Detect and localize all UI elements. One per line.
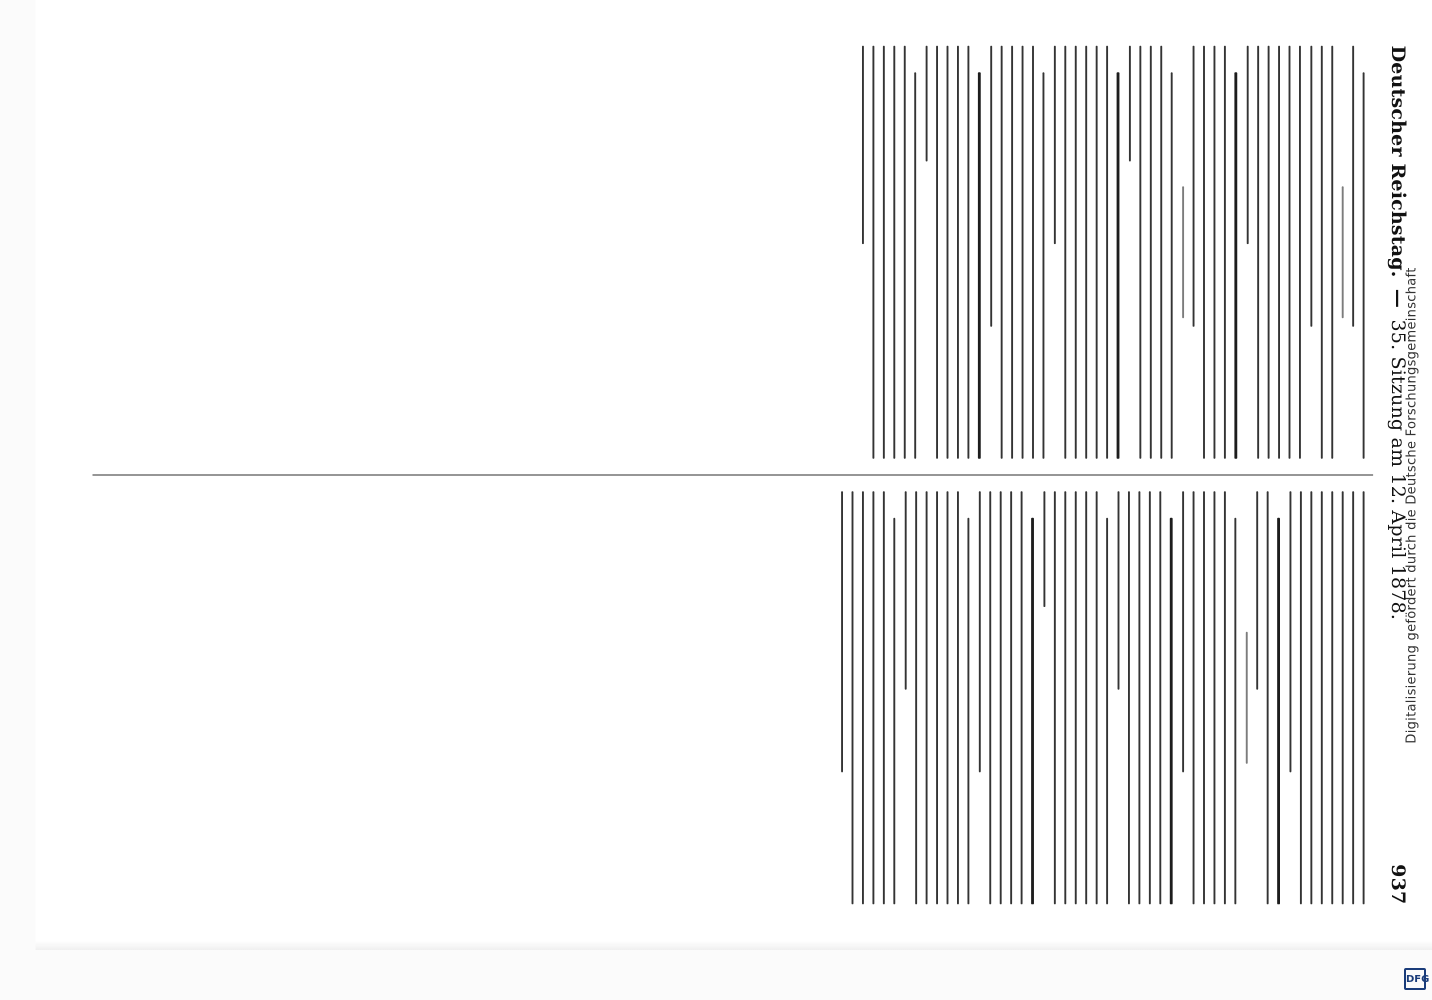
header-title-wrap [1387,46,1410,620]
two-column-layout [93,46,1374,905]
right-para-7 [905,491,970,904]
left-para-1 [1310,46,1364,459]
right-para-5 [1043,491,1108,904]
left-para-2 [1247,46,1301,459]
dfg-logo: DFG [1404,968,1426,990]
header-meeting: 35. Sitzung am 12. April 1878. [1387,319,1411,621]
watermark-text: Digitalisierung gefördert durch die Deutsche Forschungsgemeinschaft [1404,266,1420,744]
header-separator: — [1387,288,1411,309]
page-edge-shadow [36,941,1432,951]
left-para-4 [1129,46,1173,459]
right-para-4 [1118,491,1173,904]
left-column [93,46,1374,459]
right-column [93,491,1374,904]
right-para-3 [1182,491,1236,904]
left-para-3 [1182,46,1237,459]
rotated-sheet [36,0,1432,950]
left-para-8 [862,46,916,459]
left-para-5 [1054,46,1120,459]
right-para-6 [979,491,1034,904]
right-para-1 [1290,491,1365,904]
right-para-2 [1246,491,1280,904]
left-para-7 [926,46,981,459]
page-number: 937 [1387,864,1411,905]
left-para-6 [990,46,1044,459]
right-para-8 [841,491,895,904]
header-title: Deutscher Reichstag. [1387,45,1411,278]
running-header [1383,46,1415,905]
